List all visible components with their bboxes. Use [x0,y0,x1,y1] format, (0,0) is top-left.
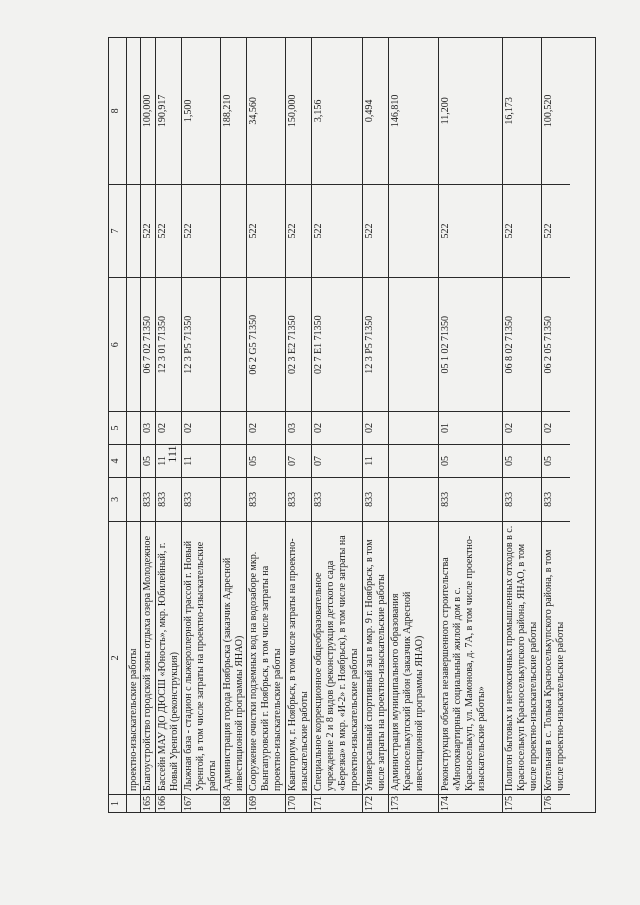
table-row [542,38,570,812]
table-row [127,38,141,812]
amount-cell: 16,173 [504,97,515,125]
code-cell: 02 [503,411,541,444]
code-cell: 02 [363,411,388,444]
code-cell: 833 [286,477,311,521]
object-name: Администрация города Ноябрьска (заказчик Адресной инвестиционной программы ЯНАО) [221,521,246,794]
code-cell: 12 3 P5 71350 [182,277,220,411]
code-cell: 11 [182,444,220,477]
code-cell [127,411,140,444]
amount-cell: 150,000 [287,94,298,128]
code-cell [127,184,140,278]
code-cell: 522 [312,184,362,278]
row-number: 168 [221,794,246,812]
amount-cell: 100,520 [543,94,554,128]
code-cell: 11 [156,444,181,477]
amount-cell: 188,210 [222,94,233,128]
budget-table [108,37,596,813]
code-cell: 05 [439,444,502,477]
code-cell: 522 [363,184,388,278]
code-cell: 833 [156,477,181,521]
code-cell: 05 [542,444,570,477]
code-cell: 02 [312,411,362,444]
table-row [503,38,542,812]
object-name: Универсальный спортивный зал в мкр. 9 г. Ноябрьск, в том числе затраты на проектно-изыскательские работы [363,521,388,794]
code-cell: 522 [286,184,311,278]
table-row [439,38,503,812]
object-name: проектно-изыскательские работы [127,521,140,794]
object-name: Специальное коррекционное общеобразовательное учреждение 2 и 8 видов (реконструкция детского сада «Березка» в мкр. «И-2» г. Ноябрьск), в том числе затраты на проектно-изыскательские работы [312,521,362,794]
code-cell: 522 [247,184,285,278]
row-number: 172 [363,794,388,812]
header-cell-8: 8 [110,108,121,114]
amount-cell: 34,560 [248,97,259,125]
object-name: Реконструкция объекта незавершенного строительства «Многоквартирный социальный жилой дом в с. Красноселькуп, ул. Мамонова, д. 7А, в том числе проектно-изыскательские работы» [439,521,502,794]
code-cell: 11 [363,444,388,477]
table-row [156,38,182,812]
code-cell: 02 7 E1 71350 [312,277,362,411]
header-cell-4: 4 [109,444,126,477]
table-row [286,38,312,812]
code-cell: 06 2 05 71350 [542,277,570,411]
code-cell: 833 [247,477,285,521]
code-cell [389,184,438,278]
table-row [389,38,439,812]
code-cell [127,444,140,477]
code-cell: 02 [247,411,285,444]
code-cell: 12 3 01 71350 [156,277,181,411]
row-number: 169 [247,794,285,812]
code-cell: 833 [363,477,388,521]
object-name: Кванториум, г. Ноябрьск, в том числе затраты на проектно-изыскательские работы [286,521,311,794]
code-cell [389,277,438,411]
amount-cell: 11,200 [440,97,451,125]
row-number: 176 [542,794,570,812]
page-number: 111 [165,445,179,463]
header-cell-7: 7 [109,184,126,278]
table-row [247,38,286,812]
row-number: 171 [312,794,362,812]
row-number: 174 [439,794,502,812]
code-cell [389,477,438,521]
code-cell: 07 [312,444,362,477]
code-cell: 522 [182,184,220,278]
code-cell [221,477,246,521]
row-number: 175 [503,794,541,812]
header-cell-2: 2 [109,521,126,794]
object-name: Котельная в с. Толька Красноселькупского района, в том числе проектно-изыскательские работы [542,521,570,794]
code-cell [221,184,246,278]
code-cell: 06 8 02 71350 [503,277,541,411]
amount-cell: 1,500 [183,99,194,123]
code-cell [221,277,246,411]
amount-cell: 3,156 [313,99,324,123]
code-cell: 07 [286,444,311,477]
code-cell [389,411,438,444]
code-cell: 833 [542,477,570,521]
code-cell: 06 2 G5 71350 [247,277,285,411]
table-header-row [109,38,127,812]
code-cell: 05 1 02 71350 [439,277,502,411]
code-cell: 522 [542,184,570,278]
code-cell: 05 [141,444,155,477]
code-cell: 02 [156,411,181,444]
row-number: 173 [389,794,438,812]
object-name: Лыжная база - стадион с лыжероллерной трассой г. Новый Уренгой, в том числе затраты на проектно-изыскательские работы [182,521,220,794]
row-number: 165 [142,796,153,812]
amount-cell: 100,000 [142,94,153,128]
code-cell: 522 [156,184,181,278]
code-cell: 05 [503,444,541,477]
row-number: 170 [286,794,311,812]
amount-cell: 146,810 [390,94,401,128]
code-cell: 522 [439,184,502,278]
code-cell: 833 [182,477,220,521]
code-cell: 03 [286,411,311,444]
object-name: Бассейн МАУ ДО ДЮСШ «Юность», мкр. Юбилейный, г. Новый Уренгой (реконструкция) [156,521,181,794]
code-cell [127,277,140,411]
row-number [127,794,140,812]
object-name: Полигон бытовых и нетоксичных промышленных отходов в с. Красноселькуп Красноселькупского района, ЯНАО, в том числе проектно-изыскательские работы [503,521,541,794]
object-name: Сооружение очистки подземных вод на водозаборе мкр. Вынгапуровский г. Ноябрьск, в том числе затраты на проектно-изыскательские работы [247,521,285,794]
header-cell-1: 1 [109,794,126,812]
amount-cell [127,38,140,184]
code-cell: 522 [503,184,541,278]
code-cell [221,411,246,444]
header-cell-6: 6 [109,277,126,411]
code-cell: 02 3 E2 71350 [286,277,311,411]
row-number: 166 [156,794,181,812]
code-cell: 02 [182,411,220,444]
table-row [182,38,221,812]
code-cell: 833 [141,477,155,521]
code-cell [127,477,140,521]
table-container [108,37,596,813]
object-name: Благоустройство городской зоны отдыха озера Молодежное [141,521,155,794]
table-row [141,38,156,812]
amount-cell: 190,917 [157,94,168,128]
code-cell: 833 [439,477,502,521]
table-row [363,38,389,812]
code-cell: 12 3 P5 71350 [363,277,388,411]
code-cell [389,444,438,477]
code-cell [221,444,246,477]
header-cell-5: 5 [109,411,126,444]
amount-cell: 0,494 [364,99,375,123]
table-row [312,38,363,812]
code-cell: 01 [439,411,502,444]
code-cell: 06 7 02 71350 [141,277,155,411]
object-name: Администрация муниципального образования Красноселькупский район (заказчик Адресной инвестиционной программы ЯНАО) [389,521,438,794]
row-number: 167 [182,794,220,812]
header-cell-3: 3 [109,477,126,521]
code-cell: 833 [312,477,362,521]
code-cell: 522 [141,184,155,278]
table-row [221,38,247,812]
code-cell: 833 [503,477,541,521]
code-cell: 05 [247,444,285,477]
code-cell: 03 [141,411,155,444]
code-cell: 02 [542,411,570,444]
